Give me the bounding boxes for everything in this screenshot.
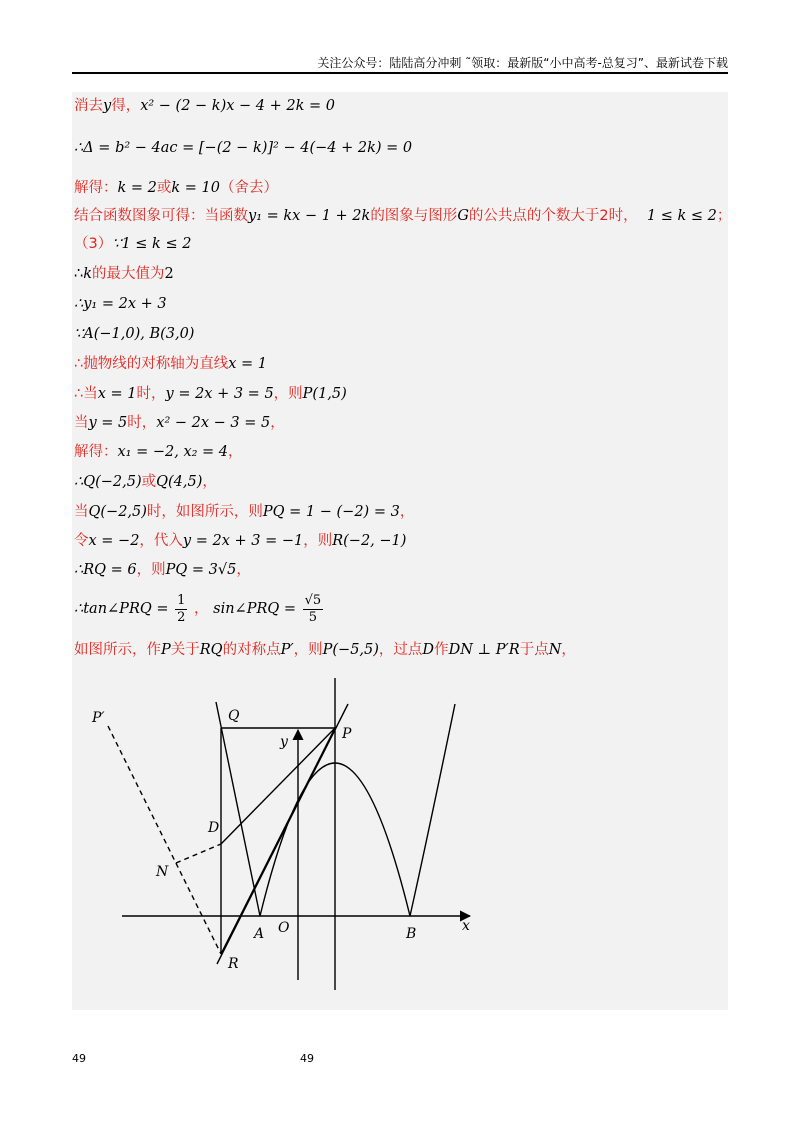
line-7: ∴y₁ = 2x + 3 [74,296,167,312]
line-18: 如图所示，作P关于RQ的对称点P′，则P(−5,5)，过点D作DN ⊥ P′R于点N， [74,642,576,658]
segment-dn [176,844,221,863]
label-o: O [278,920,290,936]
line-3: 解得：k = 2或k = 10（舍去） [74,180,278,196]
line-1: 消去y得，x² − (2 − k)x − 4 + 2k = 0 [74,98,335,114]
line-15: 令x = −2，代入y = 2x + 3 = −1，则R(−2, −1) [74,533,407,549]
label-d: D [208,820,220,836]
line-10: ∴当x = 1时，y = 2x + 3 = 5，则P(1,5) [74,386,347,402]
line-4: 结合函数图象可得：当函数y₁ = kx − 1 + 2k的图象与图形G的公共点的个数大于2时， 1 ≤ k ≤ 2； [74,208,732,224]
line-6: ∴k的最大值为2 [74,266,174,282]
line-9: ∴抛物线的对称轴为直线x = 1 [74,356,268,372]
label-pprime: P′ [92,710,105,726]
footer-page-number-left: 49 [72,1052,86,1065]
line-16: ∴RQ = 6，则PQ = 3√5， [74,562,251,578]
fraction-tan: $\frac{1}{2}$ [177,592,186,625]
line-17: ∴tan∠PRQ = $\frac{1}{2}$ ， sin∠PRQ = $\frac{√5}{5}$ [74,592,322,625]
line-5: （3）∵1 ≤ k ≤ 2 [74,236,192,252]
fraction-sin: $\frac{√5}{5}$ [304,592,322,625]
page-header: 关注公众号：陆陆高分冲刺 ˜领取：最新版“小中高考-总复习”、最新试卷下载 [317,56,728,70]
segment-dp [221,728,335,844]
label-y: y [280,734,288,750]
line-11: 当y = 5时，x² − 2x − 3 = 5， [74,415,285,431]
label-p: P [342,726,352,742]
line-12: 解得：x₁ = −2, x₂ = 4， [74,444,243,460]
header-rule [72,72,728,74]
geometry-figure [72,670,728,1010]
segment-pprime-r [108,726,221,954]
label-n: N [156,864,169,880]
line-8: ∵A(−1,0), B(3,0) [74,326,195,342]
label-q: Q [228,708,240,724]
label-a: A [254,926,265,942]
footer-page-number-center: 49 [300,1052,314,1065]
line-13: ∴Q(−2,5)或Q(4,5)， [74,474,217,490]
label-r: R [228,956,239,972]
label-x: x [462,918,470,934]
label-b: B [406,926,417,942]
line-2: ∴Δ = b² − 4ac = [−(2 − k)]² − 4(−4 + 2k) = 0 [74,140,413,156]
line-14: 当Q(−2,5)时，如图所示，则PQ = 1 − (−2) = 3， [74,504,415,520]
